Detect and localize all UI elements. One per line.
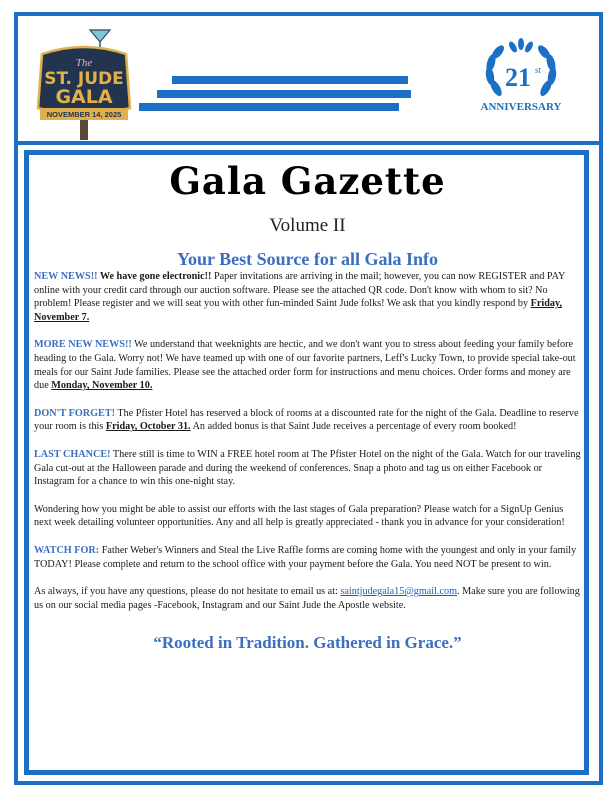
paragraph-lead: MORE NEW NEWS!! (34, 339, 132, 351)
svg-text:ANNIVERSARY: ANNIVERSARY (480, 101, 562, 113)
svg-text:GALA: GALA (55, 86, 113, 108)
paragraph-text: The Pfister Hotel has reserved a block of rooms at a discounted rate for the night of the Gala. Deadline to reserve your room is this (34, 407, 579, 433)
header (18, 16, 599, 144)
email-link[interactable]: saintjudegala15@gmail.com (340, 586, 458, 598)
svg-text:st: st (535, 65, 542, 75)
svg-text:The: The (75, 57, 93, 69)
due-date: Friday, October 31. (105, 421, 191, 433)
svg-text:NOVEMBER 14, 2025: NOVEMBER 14, 2025 (46, 110, 122, 119)
volume-label: Volume II (269, 215, 346, 236)
last-chance-paragraph (34, 448, 581, 489)
paragraph-highlight: We have gone electronic!! (97, 271, 212, 282)
due-date: Friday, November 7. (34, 298, 563, 323)
subtitle: Your Best Source for all Gala Info (176, 249, 438, 269)
volunteer-paragraph (34, 503, 581, 530)
paragraph-lead: DON'T FORGET! (34, 407, 116, 419)
paragraph-text-continued: . Make sure you are following us on our social media pages -Facebook, Instagram and our Saint Jude the Apostle website. (34, 586, 580, 611)
contact-paragraph (34, 585, 581, 612)
due-date: Monday, November 10. (51, 380, 153, 392)
new-news-paragraph (34, 270, 581, 324)
paragraph-text-continued: An added bonus is that Saint Jude receives a percentage of every room booked! (190, 421, 517, 433)
anniversary-emblem (466, 36, 576, 134)
svg-text:ST. JUDE: ST. JUDE (44, 69, 124, 89)
gazette-title: Gala Gazette (169, 159, 446, 203)
paragraph-text: We understand that weeknights are hectic, and we don't want you to stress about feeding your family before heading to the Gala. Worry not! We have teamed up with one of our favorite partners, Leff's Lucky Town, to provide special take-out meals for our Saint Jude families. Please see the attached order form for instructions and menu choices. Order forms and money are due (34, 339, 576, 392)
paragraph-lead: NEW NEWS!! (34, 271, 98, 282)
watch-for-paragraph (34, 544, 581, 571)
header-bar-middle (157, 90, 411, 98)
paragraph-text: Wondering how you might be able to assist our efforts with the last stages of Gala preparation? Please watch for a SignUp Genius next week detailing volunteer opportunities. Any and all help is greatly appreciated - thank you in advance for your consideration! (34, 503, 565, 529)
st-jude-gala-logo (32, 26, 136, 142)
gala-logo-graphic (32, 26, 136, 142)
paragraph-lead: WATCH FOR: (34, 544, 100, 556)
laurel-wreath-icon (466, 36, 576, 134)
motto: “Rooted in Tradition. Gathered in Grace.” (153, 633, 462, 653)
svg-text:21: 21 (505, 63, 531, 92)
paragraph-text: Paper invitations are arriving in the mail; however, you can now REGISTER and PAY online with your credit card through our auction software. Please see the attached QR code. Don't know with whom to sit? No problem! Please register and we will seat you with other fun-minded Saint Jude folks! We ask that you kindly respond by (34, 271, 565, 310)
paragraph-text: There still is time to WIN a FREE hotel room at The Pfister Hotel on the night of the Gala. Watch for our traveling Gala cut-out at the Halloween parade and during the weekend of conferences. Snap a photo and tag us on either Facebook or Instagram for a chance to win this one-night stay. (34, 448, 581, 488)
header-bar-bottom (139, 103, 399, 111)
paragraph-lead: LAST CHANCE! (34, 448, 111, 460)
paragraph-text: As always, if you have any questions, please do not hesitate to email us at: (34, 586, 341, 598)
newsletter-body (34, 158, 581, 654)
header-divider (14, 141, 603, 145)
dont-forget-paragraph (34, 407, 581, 434)
more-new-news-paragraph (34, 338, 581, 392)
paragraph-text: Father Weber's Winners and Steal the Live Raffle forms are coming home with the youngest and only in your family TODAY! Please complete and return to the school office with your payment before the Gala. You need NOT be present to win. (34, 544, 577, 570)
header-bar-top (172, 76, 408, 84)
